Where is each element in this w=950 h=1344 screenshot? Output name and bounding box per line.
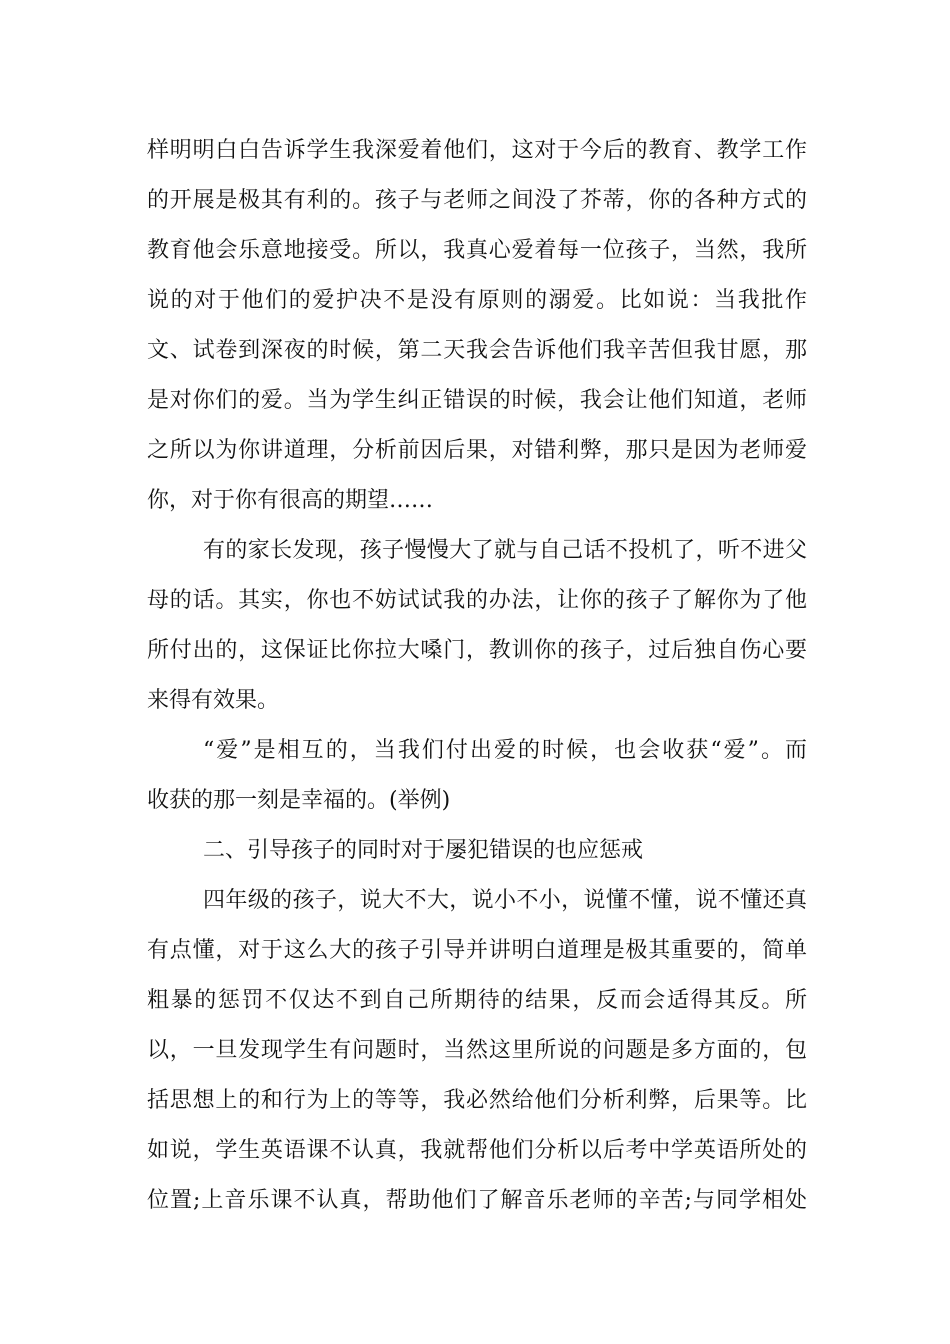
text-line: 文、试卷到深夜的时候，第二天我会告诉他们我辛苦但我甘愿，那 [147,338,807,363]
text-line: 样明明白白告诉学生我深爱着他们，这对于今后的教育、教学工作 [147,138,807,163]
text-line: 教育他会乐意地接受。所以，我真心爱着每一位孩子，当然，我所 [147,238,807,263]
paragraph-first-line: 四年级的孩子，说大不大，说小不小，说懂不懂，说不懂还真 [203,888,807,913]
section-heading: 二、引导孩子的同时对于屡犯错误的也应惩戒 [203,838,644,863]
text-line: 母的话。其实，你也不妨试试我的办法，让你的孩子了解你为了他 [147,588,807,613]
text-line: 收获的那一刻是幸福的。(举例) [147,788,451,813]
text-line: 是对你们的爱。当为学生纠正错误的时候，我会让他们知道，老师 [147,388,807,413]
text-line: 如说，学生英语课不认真，我就帮他们分析以后考中学英语所处的 [147,1138,807,1163]
paragraph-first-line: 有的家长发现，孩子慢慢大了就与自己话不投机了，听不进父 [203,538,807,563]
text-line: 粗暴的惩罚不仅达不到自己所期待的结果，反而会适得其反。所 [147,988,807,1013]
text-line: 之所以为你讲道理，分析前因后果，对错利弊，那只是因为老师爱 [147,438,807,463]
text-line: 你，对于你有很高的期望…… [147,488,434,513]
text-line: 以，一旦发现学生有问题时，当然这里所说的问题是多方面的，包 [147,1038,807,1063]
text-line: 位置;上音乐课不认真，帮助他们了解音乐老师的辛苦;与同学相处 [147,1188,807,1213]
text-line: 有点懂，对于这么大的孩子引导并讲明白道理是极其重要的，简单 [147,938,807,963]
text-line: 括思想上的和行为上的等等，我必然给他们分析利弊，后果等。比 [147,1088,807,1113]
paragraph-first-line: “爱”是相互的，当我们付出爱的时候，也会收获“爱”。而 [203,738,807,763]
text-line: 的开展是极其有利的。孩子与老师之间没了芥蒂，你的各种方式的 [147,188,807,213]
text-line: 说的对于他们的爱护决不是没有原则的溺爱。比如说：当我批作 [147,288,807,313]
text-line: 所付出的，这保证比你拉大嗓门，教训你的孩子，过后独自伤心要 [147,638,807,663]
text-line: 来得有效果。 [147,688,280,713]
